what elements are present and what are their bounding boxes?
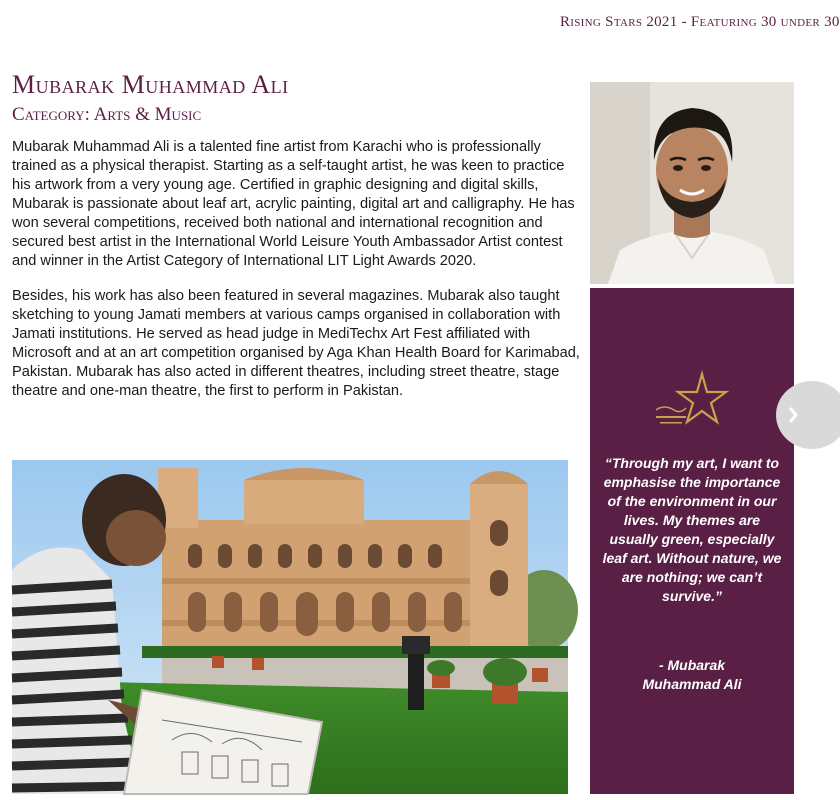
quote-text: “Through my art, I want to emphasise the importance of the environment in our lives. My themes are usually green, especially leaf art. Without nature, we are nothing; we can’t survive.” xyxy=(602,455,782,604)
photo-illustration xyxy=(12,460,568,794)
star-logo-icon xyxy=(650,370,734,436)
portrait-photo xyxy=(590,82,794,284)
profile-name: Mubarak Muhammad Ali xyxy=(12,70,289,99)
profile-category: Category: Arts & Music xyxy=(12,104,202,125)
running-header: Rising Stars 2021 - Featuring 30 under 30 xyxy=(560,14,840,30)
chevron-right-icon[interactable] xyxy=(772,380,800,450)
portrait-illustration xyxy=(590,82,794,284)
quote-panel xyxy=(590,288,794,794)
next-page-tab[interactable] xyxy=(772,380,800,450)
artist-sketching-photo xyxy=(12,460,568,794)
bio-paragraph-2: Besides, his work has also been featured in several magazines. Mubarak also taught sketching to young Jamati members at various camps organised in collaboration with Jamati institutions. He served as head judge in MediTechx Art Fest affiliated with Microsoft and at an art competition organised by Aga Khan Health Board for Karimabad, Pakistan. Mubarak has also acted in different theatres, including street theatre, stage theatre and one-man theatre, the first to perform in Pakistan. xyxy=(12,288,580,399)
quote-attribution: - Mubarak Muhammad Ali xyxy=(642,657,742,692)
bio-paragraph-1: Mubarak Muhammad Ali is a talented fine artist from Karachi who is professionally trained as a physical therapist. Starting as a self-taught artist, he was keen to practice his artwork from a very young age. Certified in graphic designing and digital skills, Mubarak is passionate about leaf art, acrylic painting, digital art and calligraphy. He has won several competitions, received both national and international recognition and secured best artist in the International World Leisure Youth Ambassador Artist contest and winner in the Artist Category of International LIT Light Awards 2020. xyxy=(12,139,575,269)
bio-text xyxy=(12,138,580,417)
